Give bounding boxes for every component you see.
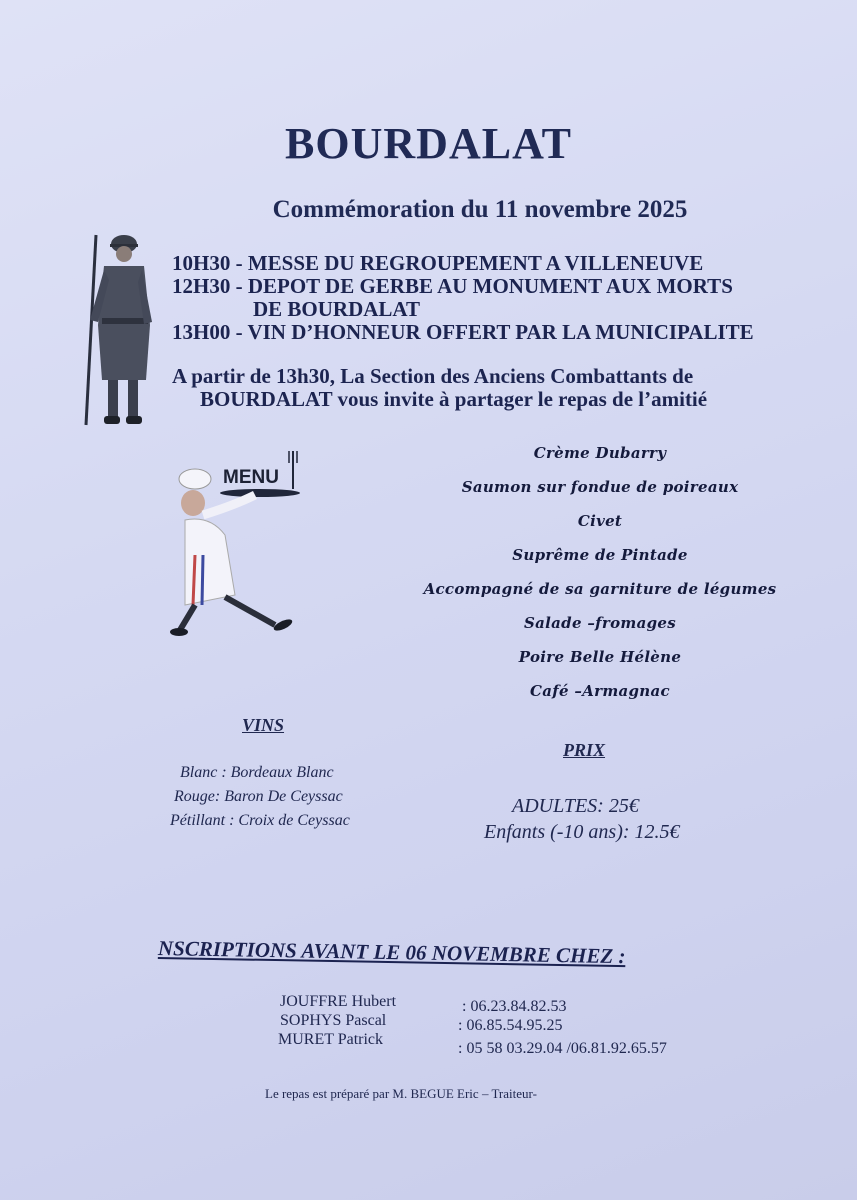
- contact-name: JOUFFRE Hubert: [280, 993, 397, 1010]
- wine-item: Blanc : Bordeaux Blanc: [180, 764, 334, 781]
- schedule-line-4: 13H00 - VIN D’HONNEUR OFFERT PAR LA MUNICIPALITE: [172, 320, 754, 344]
- intro-line-1: A partir de 13h30, La Section des Anciens Combattants de: [172, 364, 694, 388]
- contact-name: SOPHYS Pascal: [280, 1012, 387, 1029]
- price-adults: ADULTES: 25€: [512, 795, 639, 817]
- menu-item: Civet: [577, 512, 623, 530]
- page-title: BOURDALAT: [285, 119, 572, 168]
- contact-phone: : 06.85.54.95.25: [458, 1017, 563, 1034]
- menu-sign: MENU: [223, 467, 279, 488]
- intro-line-2: BOURDALAT vous invite à partager le repas de l’amitié: [200, 387, 708, 411]
- wine-item: Pétillant : Croix de Ceyssac: [170, 812, 350, 829]
- contact-phone: : 06.23.84.82.53: [462, 998, 567, 1015]
- contact-name: MURET Patrick: [278, 1031, 384, 1048]
- menu-item: Accompagné de sa garniture de légumes: [423, 580, 777, 598]
- schedule-line-1: 10H30 - MESSE DU REGROUPEMENT A VILLENEUVE: [172, 251, 704, 275]
- schedule-line-3: DE BOURDALAT: [253, 297, 421, 321]
- chef-illustration: [165, 445, 315, 645]
- contact-phone: : 05 58 03.29.04 /06.81.92.65.57: [458, 1040, 667, 1057]
- menu-item: Café –Armagnac: [530, 682, 670, 700]
- prices-heading: PRIX: [563, 740, 606, 760]
- caterer-note: Le repas est préparé par M. BEGUE Eric – Traiteur-: [265, 1086, 537, 1101]
- inscriptions-heading: NSCRIPTIONS AVANT LE 06 NOVEMBRE CHEZ :: [157, 936, 626, 969]
- subtitle: Commémoration du 11 novembre 2025: [272, 196, 688, 223]
- menu-item: Suprême de Pintade: [512, 546, 688, 564]
- wine-item: Rouge: Baron De Ceyssac: [174, 788, 343, 805]
- schedule-line-2: 12H30 - DEPOT DE GERBE AU MONUMENT AUX MORTS: [172, 274, 733, 298]
- soldier-illustration: [76, 230, 156, 430]
- menu-item: Crème Dubarry: [533, 444, 667, 462]
- wines-heading: VINS: [242, 715, 285, 735]
- price-children: Enfants (-10 ans): 12.5€: [484, 821, 680, 843]
- menu-item: Saumon sur fondue de poireaux: [461, 478, 739, 496]
- menu-item: Poire Belle Hélène: [518, 648, 682, 666]
- menu-item: Salade –fromages: [524, 614, 676, 632]
